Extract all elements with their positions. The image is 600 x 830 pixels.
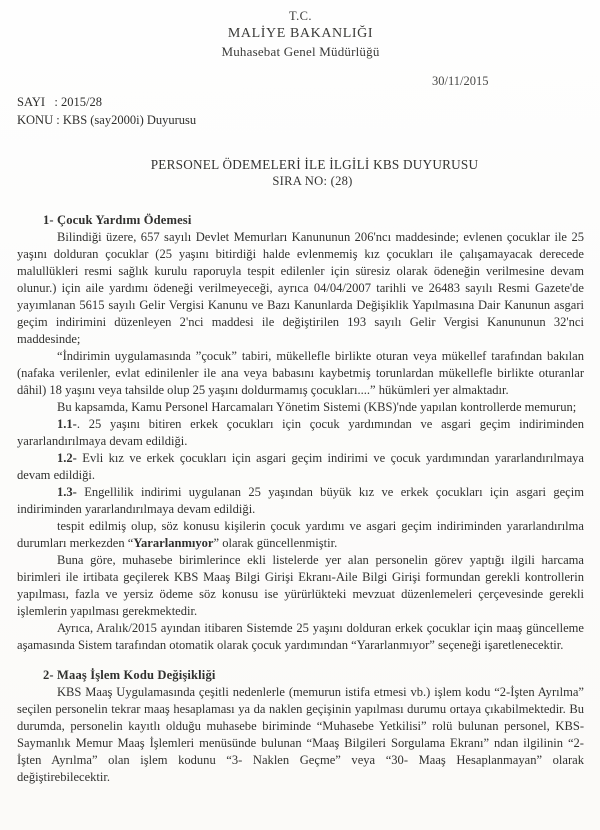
- section-spacer: [17, 654, 584, 667]
- meta-konu: KONU : KBS (say2000i) Duyurusu: [17, 112, 197, 127]
- section-heading-2: 2- Maaş İşlem Kodu Değişikliği: [43, 668, 216, 683]
- document-meta: [17, 94, 584, 130]
- section-1-paragraph-3: Bu kapsamda, Kamu Personel Harcamaları Yönetim Sistemi (KBS)'nde yapılan kontrollerde memurun;: [57, 400, 577, 415]
- section-1-closing-paragraph: [17, 518, 584, 552]
- date-row: [17, 74, 584, 90]
- section-1-subitem-3: [17, 484, 584, 518]
- document-body: [17, 212, 584, 786]
- subitem-text-1-1: . 25 yaşını bitiren erkek çocukları için çocuk yardımından ve asgari geçim indiriminden yararlandırılmaya devam edildiği.: [17, 417, 584, 449]
- subitem-number-1-3: 1.3-: [57, 485, 77, 500]
- document-content-area: [17, 0, 584, 830]
- subitem-number-1-1: 1.1-: [57, 417, 77, 432]
- page-title-main: PERSONEL ÖDEMELERİ İLE İLGİLİ KBS DUYURUSU: [150, 156, 479, 172]
- masthead-line-ministry: MALİYE BAKANLIĞI: [227, 25, 374, 41]
- masthead-line-tc: T.C.: [289, 9, 312, 23]
- closing-text-pre: tespit edilmiş olup, söz konusu kişilerin çocuk yardımı ve asgari geçim indiriminden yararlandırılma durumları merkezden “: [17, 519, 584, 551]
- masthead: [17, 0, 584, 60]
- meta-sayi: SAYI : 2015/28: [17, 95, 102, 110]
- section-1-subitem-1: [17, 416, 584, 450]
- section-1-tail-paragraph-1: Buna göre, muhasebe birimlerince ekli listelerde yer alan personelin görev yaptığı ilgili harcama birimleri ile irtibata geçilerek KBS Maaş Bilgi Girişi Ekranı-Aile Bilgi Girişi formundan gerekli kontrollerin yapılması, fazla ve yersiz ödeme söz konusu ise yürürlükteki mevzuat düzenlemeleri çerçevesinde gerekli işlemlerin yapılması gerekmektedir.: [17, 553, 584, 619]
- section-heading-1: 1- Çocuk Yardımı Ödemesi: [43, 213, 192, 228]
- subitem-text-1-3: Engellilik indirimi uygulanan 25 yaşından büyük kız ve erkek çocukları için asgari geçim indiriminden yararlandırılmaya devam edildiği.: [17, 485, 584, 517]
- section-1-paragraph-2: “İndirimin uygulamasında ”çocuk” tabiri, mükellefle birlikte oturan veya mükellef tarafından bakılan (nafaka verilenler, evlat edinilenler ile ana veya babasını kaybetmiş torunlardan mükellefle birlikte oturanlar dâhil) 18 yaşını veya tahsilde olup 25 yaşını doldurmamış çocukları....” hükümleri yer almaktadır.: [17, 349, 584, 398]
- page-title: [17, 156, 584, 191]
- highlighted-term-yararlanmiyor: Yararlanmıyor: [133, 536, 214, 551]
- subitem-number-1-2: 1.2-: [57, 451, 77, 466]
- section-1-subitem-2: [17, 450, 584, 484]
- section-1-tail-paragraph-2: Ayrıca, Aralık/2015 ayından itibaren Sistemde 25 yaşını dolduran erkek çocuklar için maaş güncelleme aşamasında Sistem tarafından otomatik olarak çocuk yardımından “Yararlanmıyor” seçeneği işaretlenecektir.: [17, 621, 584, 653]
- section-2-paragraph-1: KBS Maaş Uygulamasında çeşitli nedenlerle (memurun istifa etmesi vb.) işlem kodu “2-İşten Ayrılma” seçilen personelin tekrar maaş hesaplaması ya da naklen geçişinin yapılması durumu ortaya çıkabilmektedir. Bu durumda, personelin kayıtlı olduğu muhasebe biriminde “Muhasebe Yetkilisi” rolü bulunan personel, KBS-Saymanlık Memur Maaş İşlemleri menüsünde bulunan “Maaş Bilgileri Sorgulama Ekranı” ndan ilgilinin “2-İşten Ayrılma” olan işlem kodunu “3- Naklen Geçme” veya “30- Maaş Hesaplanmayan” olarak değiştirebilecektir.: [17, 685, 584, 785]
- section-1-paragraph-1: Bilindiği üzere, 657 sayılı Devlet Memurları Kanununun 206'ncı maddesinde; evlenen çocuklar ile 25 yaşını dolduran çocuklar (25 yaşını bitirdiği halde evlenmemiş kız çocukları ile çalışamayacak derecede malullükleri resmi sağlık kurulu raporuyla tespit edilenler için süresiz olarak ödeneğin verilmesine devam olunur.) için aile yardımı ödeneği verilmeyeceği, ayrıca 04/04/2007 tarihli ve 26483 sayılı Resmi Gazete'de yayımlanan 5615 sayılı Gelir Vergisi Kanunu ve Bazı Kanunlarda Değişiklik Yapılmasına Dair Kanunun asgari geçim indirimini düzenleyen 2'nci maddesi ile değiştirilen 193 sayılı Gelir Vergisi Kanununun 32'nci maddesinde;: [17, 230, 584, 347]
- page-title-serial: SIRA NO: (28): [272, 174, 353, 189]
- masthead-line-directorate: Muhasebat Genel Müdürlüğü: [221, 43, 380, 59]
- subitem-text-1-2: Evli kız ve erkek çocukları için asgari geçim indirimi ve çocuk yardımından yararlandırılmaya devam edildiği.: [17, 451, 584, 483]
- closing-text-post: ” olarak güncellenmiştir.: [213, 536, 338, 551]
- document-date: 30/11/2015: [432, 74, 489, 89]
